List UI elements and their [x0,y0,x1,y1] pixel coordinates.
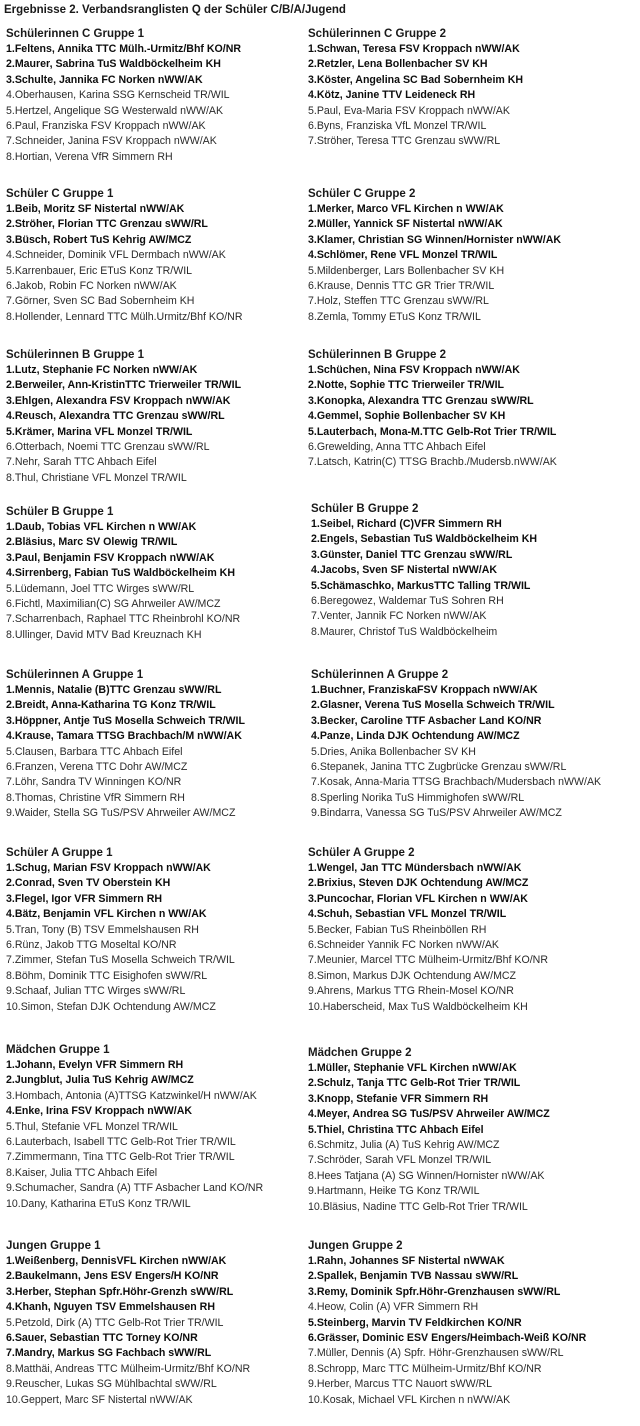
ranking-entry: 1.Merker, Marco VFL Kirchen n WW/AK [308,203,504,215]
ranking-entry: 3.Flegel, Igor VFR Simmern RH [6,892,162,905]
ranking-entry: 5.Hertzel, Angelique SG Westerwald nWW/AK [6,104,224,117]
ranking-entry: 4.Schlömer, Rene VFL Monzel TR/WIL [308,249,498,262]
ranking-entry: 9.Ahrens, Markus TTG Rhein-Mosel KO/NR [308,985,514,998]
group-title: Schülerinnen B Gruppe 1 [6,349,145,361]
ranking-entry: 9.Herber, Marcus TTC Nauort sWW/RL [308,1378,493,1391]
ranking-entry: 9.Hartmann, Heike TG Konz TR/WIL [308,1185,480,1198]
ranking-entry: 3.Puncochar, Florian VFL Kirchen n WW/AK [308,892,528,905]
ranking-entry: 2.Schulz, Tanja TTC Gelb-Rot Trier TR/WIL [308,1077,521,1090]
group-title: Schüler C Gruppe 1 [6,188,114,200]
group-title: Schüler B Gruppe 2 [311,503,419,515]
results-group [6,1239,332,1408]
ranking-entry: 7.Holz, Steffen TTC Grenzau sWW/RL [308,295,489,308]
ranking-entry: 6.Lauterbach, Isabell TTC Gelb-Rot Trier TR/WIL [6,1136,236,1149]
ranking-entry: 3.Konopka, Alexandra TTC Grenzau sWW/RL [308,394,534,407]
page-title: Ergebnisse 2. Verbandsranglisten Q der Schüler C/B/A/Jugend [4,4,346,16]
ranking-entry: 1.Schwan, Teresa FSV Kroppach nWW/AK [308,43,520,55]
ranking-entry: 8.Böhm, Dominik TTC Eisighofen sWW/RL [6,969,208,982]
ranking-entry: 7.Latsch, Katrin(C) TTSG Brachb./Mudersb.nWW/AK [308,456,557,469]
ranking-entry: 1.Rahn, Johannes SF Nistertal nWWAK [308,1255,505,1267]
ranking-entry: 1.Feltens, Annika TTC Mülh.-Urmitz/Bhf KO/NR [6,43,242,55]
results-group [308,846,634,1015]
ranking-entry: 5.Lüdemann, Joel TTC Wirges sWW/RL [6,582,195,595]
ranking-entry: 8.Maurer, Christof TuS Waldböckelheim [311,625,498,638]
ranking-entry: 5.Mildenberger, Lars Bollenbacher SV KH [308,264,505,277]
group-title: Schülerinnen A Gruppe 1 [6,669,144,681]
ranking-entry: 2.Maurer, Sabrina TuS Waldböckelheim KH [6,58,221,71]
ranking-entry: 1.Müller, Stephanie VFL Kirchen nWW/AK [308,1062,517,1074]
ranking-entry: 3.Hombach, Antonia (A)TTSG Katzwinkel/H nWW/AK [6,1089,257,1102]
results-group [308,187,634,325]
ranking-entry: 8.Schropp, Marc TTC Mülheim-Urmitz/Bhf KO/NR [308,1362,542,1375]
ranking-entry: 4.Oberhausen, Karina SSG Kernscheid TR/WIL [6,89,230,102]
ranking-entry: 5.Krämer, Marina VFL Monzel TR/WIL [6,425,193,438]
ranking-entry: 10.Haberscheid, Max TuS Waldböckelheim KH [308,1000,528,1013]
ranking-entry: 3.Klamer, Christian SG Winnen/Hornister nWW/AK [308,233,562,246]
ranking-entry: 9.Waider, Stella SG TuS/PSV Ahrweiler AW/MCZ [6,807,236,820]
ranking-entry: 1.Wengel, Jan TTC Mündersbach nWW/AK [308,862,522,874]
ranking-entry: 2.Breidt, Anna-Katharina TG Konz TR/WIL [6,699,216,712]
ranking-entry: 1.Lutz, Stephanie FC Norken nWW/AK [6,364,198,376]
ranking-entry: 6.Rünz, Jakob TTG Moseltal KO/NR [6,939,177,952]
ranking-entry: 7.Meunier, Marcel TTC Mülheim-Urmitz/Bhf KO/NR [308,954,548,967]
ranking-entry: 10.Kosak, Michael VFL Kirchen n nWW/AK [308,1393,511,1406]
ranking-entry: 5.Petzold, Dirk (A) TTC Gelb-Rot Trier TR/WIL [6,1316,224,1329]
results-group [6,846,332,1015]
ranking-entry: 10.Simon, Stefan DJK Ochtendung AW/MCZ [6,1000,216,1013]
ranking-entry: 1.Johann, Evelyn VFR Simmern RH [6,1059,184,1071]
ranking-entry: 6.Fichtl, Maximilian(C) SG Ahrweiler AW/MCZ [6,598,221,611]
group-title: Schüler C Gruppe 2 [308,188,416,200]
ranking-entry: 7.Nehr, Sarah TTC Ahbach Eifel [6,456,157,469]
ranking-entry: 2.Ströher, Florian TTC Grenzau sWW/RL [6,218,208,231]
results-group [6,27,332,165]
ranking-entry: 8.Thomas, Christine VfR Simmern RH [6,791,185,804]
ranking-entry: 7.Mandry, Markus SG Fachbach sWW/RL [6,1347,212,1360]
ranking-entry: 7.Kosak, Anna-Maria TTSG Brachbach/Mudersbach nWW/AK [311,776,602,789]
ranking-entry: 4.Schuh, Sebastian VFL Monzel TR/WIL [308,908,507,921]
ranking-entry: 9.Schaaf, Julian TTC Wirges sWW/RL [6,985,186,998]
results-group [308,27,634,150]
ranking-entry: 6.Jakob, Robin FC Norken nWW/AK [6,280,177,293]
ranking-entry: 5.Tran, Tony (B) TSV Emmelshausen RH [6,923,199,936]
ranking-entry: 1.Weißenberg, DennisVFL Kirchen nWW/AK [6,1255,227,1267]
ranking-entry: 8.Hollender, Lennard TTC Mülh.Urmitz/Bhf KO/NR [6,310,243,323]
ranking-entry: 3.Becker, Caroline TTF Asbacher Land KO/NR [311,714,542,727]
ranking-entry: 6.Schneider Yannik FC Norken nWW/AK [308,939,499,952]
ranking-entry: 8.Kaiser, Julia TTC Ahbach Eifel [6,1166,158,1179]
ranking-entry: 3.Knopp, Stefanie VFR Simmern RH [308,1092,489,1105]
ranking-entry: 1.Daub, Tobias VFL Kirchen n WW/AK [6,521,197,533]
group-title: Jungen Gruppe 2 [308,1240,403,1252]
ranking-entry: 2.Glasner, Verena TuS Mosella Schweich TR/WIL [311,699,555,712]
group-title: Schülerinnen A Gruppe 2 [311,669,449,681]
ranking-entry: 8.Hees Tatjana (A) SG Winnen/Hornister nWW/AK [308,1169,545,1182]
ranking-entry: 4.Schneider, Dominik VFL Dermbach nWW/AK [6,249,226,262]
results-group [6,348,332,486]
ranking-entry: 2.Engels, Sebastian TuS Waldböckelheim KH [311,533,538,546]
ranking-entry: 8.Matthäi, Andreas TTC Mülheim-Urmitz/Bhf KO/NR [6,1362,251,1375]
ranking-entry: 7.Schneider, Janina FSV Kroppach nWW/AK [6,135,217,148]
results-group [6,668,332,822]
ranking-entry: 7.Görner, Sven SC Bad Sobernheim KH [6,295,195,308]
ranking-entry: 6.Byns, Franziska VfL Monzel TR/WIL [308,120,487,133]
ranking-entry: 4.Krause, Tamara TTSG Brachbach/M nWW/AK [6,730,242,743]
group-title: Schüler A Gruppe 2 [308,847,415,859]
ranking-entry: 4.Reusch, Alexandra TTC Grenzau sWW/RL [6,410,225,423]
ranking-entry: 6.Grewelding, Anna TTC Ahbach Eifel [308,441,486,454]
ranking-entry: 5.Becker, Fabian TuS Rheinböllen RH [308,923,487,936]
ranking-entry: 1.Buchner, FranziskaFSV Kroppach nWW/AK [311,684,538,696]
group-title: Mädchen Gruppe 2 [308,1047,412,1059]
ranking-entry: 5.Karrenbauer, Eric ETuS Konz TR/WIL [6,264,193,277]
ranking-entry: 6.Stepanek, Janina TTC Zugbrücke Grenzau sWW/RL [311,761,567,774]
ranking-entry: 10.Bläsius, Nadine TTC Gelb-Rot Trier TR/WIL [308,1200,528,1213]
results-group [6,1043,332,1212]
ranking-entry: 5.Lauterbach, Mona-M.TTC Gelb-Rot Trier TR/WIL [308,425,557,438]
ranking-entry: 9.Reuscher, Lukas SG Mühlbachtal sWW/RL [6,1378,217,1391]
ranking-entry: 4.Khanh, Nguyen TSV Emmelshausen RH [6,1301,215,1314]
ranking-entry: 5.Schämaschko, MarkusTTC Talling TR/WIL [311,579,531,592]
group-title: Jungen Gruppe 1 [6,1240,101,1252]
ranking-entry: 7.Scharrenbach, Raphael TTC Rheinbrohl KO/NR [6,613,241,626]
ranking-entry: 6.Paul, Franziska FSV Kroppach nWW/AK [6,120,206,133]
ranking-entry: 7.Zimmermann, Tina TTC Gelb-Rot Trier TR/WIL [6,1151,235,1164]
group-title: Schülerinnen C Gruppe 1 [6,28,145,40]
ranking-entry: 1.Mennis, Natalie (B)TTC Grenzau sWW/RL [6,684,222,696]
ranking-entry: 8.Hortian, Verena VfR Simmern RH [6,150,173,163]
ranking-entry: 3.Büsch, Robert TuS Kehrig AW/MCZ [6,233,192,246]
ranking-entry: 7.Schröder, Sarah VFL Monzel TR/WIL [308,1154,492,1167]
ranking-entry: 3.Paul, Benjamin FSV Kroppach nWW/AK [6,551,215,564]
ranking-entry: 1.Schug, Marian FSV Kroppach nWW/AK [6,862,211,874]
results-group [308,1046,634,1215]
ranking-entry: 7.Venter, Jannik FC Norken nWW/AK [311,610,487,623]
ranking-entry: 3.Günster, Daniel TTC Grenzau sWW/RL [311,548,513,561]
ranking-entry: 2.Spallek, Benjamin TVB Nassau sWW/RL [308,1270,519,1283]
ranking-entry: 7.Löhr, Sandra TV Winningen KO/NR [6,776,182,789]
ranking-entry: 10.Geppert, Marc SF Nistertal nWW/AK [6,1393,193,1406]
ranking-entry: 5.Steinberg, Marvin TV Feldkirchen KO/NR [308,1316,522,1329]
ranking-entry: 5.Dries, Anika Bollenbacher SV KH [311,745,476,758]
ranking-entry: 6.Grässer, Dominic ESV Engers/Heimbach-Weiß KO/NR [308,1332,587,1345]
ranking-entry: 5.Thul, Stefanie VFL Monzel TR/WIL [6,1120,178,1133]
ranking-entry: 9.Schumacher, Sandra (A) TTF Asbacher Land KO/NR [6,1182,264,1195]
ranking-entry: 4.Enke, Irina FSV Kroppach nWW/AK [6,1105,193,1118]
ranking-entry: 5.Clausen, Barbara TTC Ahbach Eifel [6,745,183,758]
ranking-entry: 6.Beregowez, Waldemar TuS Sohren RH [311,595,504,608]
ranking-entry: 2.Bläsius, Marc SV Olewig TR/WIL [6,536,178,549]
group-title: Mädchen Gruppe 1 [6,1044,110,1056]
group-title: Schüler A Gruppe 1 [6,847,113,859]
ranking-entry: 1.Seibel, Richard (C)VFR Simmern RH [311,518,502,530]
ranking-entry: 6.Franzen, Verena TTC Dohr AW/MCZ [6,761,188,774]
ranking-entry: 2.Notte, Sophie TTC Trierweiler TR/WIL [308,379,505,392]
ranking-entry: 3.Remy, Dominik Spfr.Höhr-Grenzhausen sWW/RL [308,1285,561,1298]
ranking-entry: 1.Schüchen, Nina FSV Kroppach nWW/AK [308,364,520,376]
ranking-entry: 4.Sirrenberg, Fabian TuS Waldböckelheim KH [6,567,235,580]
results-group [311,668,637,822]
ranking-entry: 8.Ullinger, David MTV Bad Kreuznach KH [6,628,202,641]
ranking-entry: 4.Meyer, Andrea SG TuS/PSV Ahrweiler AW/MCZ [308,1108,550,1121]
ranking-entry: 2.Berweiler, Ann-KristinTTC Trierweiler TR/WIL [6,379,242,392]
ranking-entry: 4.Gemmel, Sophie Bollenbacher SV KH [308,410,506,423]
ranking-entry: 5.Paul, Eva-Maria FSV Kroppach nWW/AK [308,104,510,117]
ranking-entry: 4.Heow, Colin (A) VFR Simmern RH [308,1301,479,1314]
ranking-entry: 2.Baukelmann, Jens ESV Engers/H KO/NR [6,1270,219,1283]
group-title: Schülerinnen B Gruppe 2 [308,349,447,361]
ranking-entry: 4.Panze, Linda DJK Ochtendung AW/MCZ [311,730,520,743]
ranking-entry: 3.Herber, Stephan Spfr.Höhr-Grenzh sWW/RL [6,1285,234,1298]
ranking-entry: 2.Brixius, Steven DJK Ochtendung AW/MCZ [308,877,529,890]
ranking-entry: 4.Jacobs, Sven SF Nistertal nWW/AK [311,564,498,577]
ranking-entry: 1.Beib, Moritz SF Nistertal nWW/AK [6,203,185,215]
results-group [308,348,634,471]
group-title: Schüler B Gruppe 1 [6,506,114,518]
ranking-entry: 7.Zimmer, Stefan TuS Mosella Schweich TR/WIL [6,954,235,967]
ranking-entry: 7.Ströher, Teresa TTC Grenzau sWW/RL [308,135,501,148]
results-group [6,505,332,643]
ranking-entry: 4.Bätz, Benjamin VFL Kirchen n WW/AK [6,908,207,921]
ranking-entry: 10.Dany, Katharina ETuS Konz TR/WIL [6,1197,191,1210]
ranking-entry: 3.Höppner, Antje TuS Mosella Schweich TR/WIL [6,714,245,727]
ranking-entry: 8.Zemla, Tommy ETuS Konz TR/WIL [308,310,481,323]
ranking-entry: 7.Müller, Dennis (A) Spfr. Höhr-Grenzhausen sWW/RL [308,1347,564,1360]
ranking-entry: 6.Schmitz, Julia (A) TuS Kehrig AW/MCZ [308,1139,500,1152]
ranking-entry: 5.Thiel, Christina TTC Ahbach Eifel [308,1123,484,1136]
ranking-entry: 2.Müller, Yannick SF Nistertal nWW/AK [308,218,503,231]
group-title: Schülerinnen C Gruppe 2 [308,28,447,40]
results-group [311,502,637,640]
ranking-entry: 3.Ehlgen, Alexandra FSV Kroppach nWW/AK [6,394,231,407]
ranking-entry: 8.Sperling Norika TuS Himmighofen sWW/RL [311,791,525,804]
ranking-entry: 3.Köster, Angelina SC Bad Sobernheim KH [308,73,524,86]
ranking-entry: 2.Jungblut, Julia TuS Kehrig AW/MCZ [6,1074,194,1087]
ranking-entry: 3.Schulte, Jannika FC Norken nWW/AK [6,73,203,86]
ranking-entry: 8.Simon, Markus DJK Ochtendung AW/MCZ [308,969,517,982]
ranking-entry: 4.Kötz, Janine TTV Leideneck RH [308,89,476,102]
ranking-entry: 6.Krause, Dennis TTC GR Trier TR/WIL [308,280,495,293]
ranking-entry: 8.Thul, Christiane VFL Monzel TR/WIL [6,471,187,484]
results-group [308,1239,634,1408]
results-group [6,187,332,325]
ranking-entry: 6.Sauer, Sebastian TTC Torney KO/NR [6,1332,198,1345]
ranking-entry: 9.Bindarra, Vanessa SG TuS/PSV Ahrweiler AW/MCZ [311,807,562,820]
ranking-entry: 2.Conrad, Sven TV Oberstein KH [6,877,171,890]
ranking-entry: 6.Otterbach, Noemi TTC Grenzau sWW/RL [6,441,210,454]
ranking-entry: 2.Retzler, Lena Bollenbacher SV KH [308,58,488,71]
